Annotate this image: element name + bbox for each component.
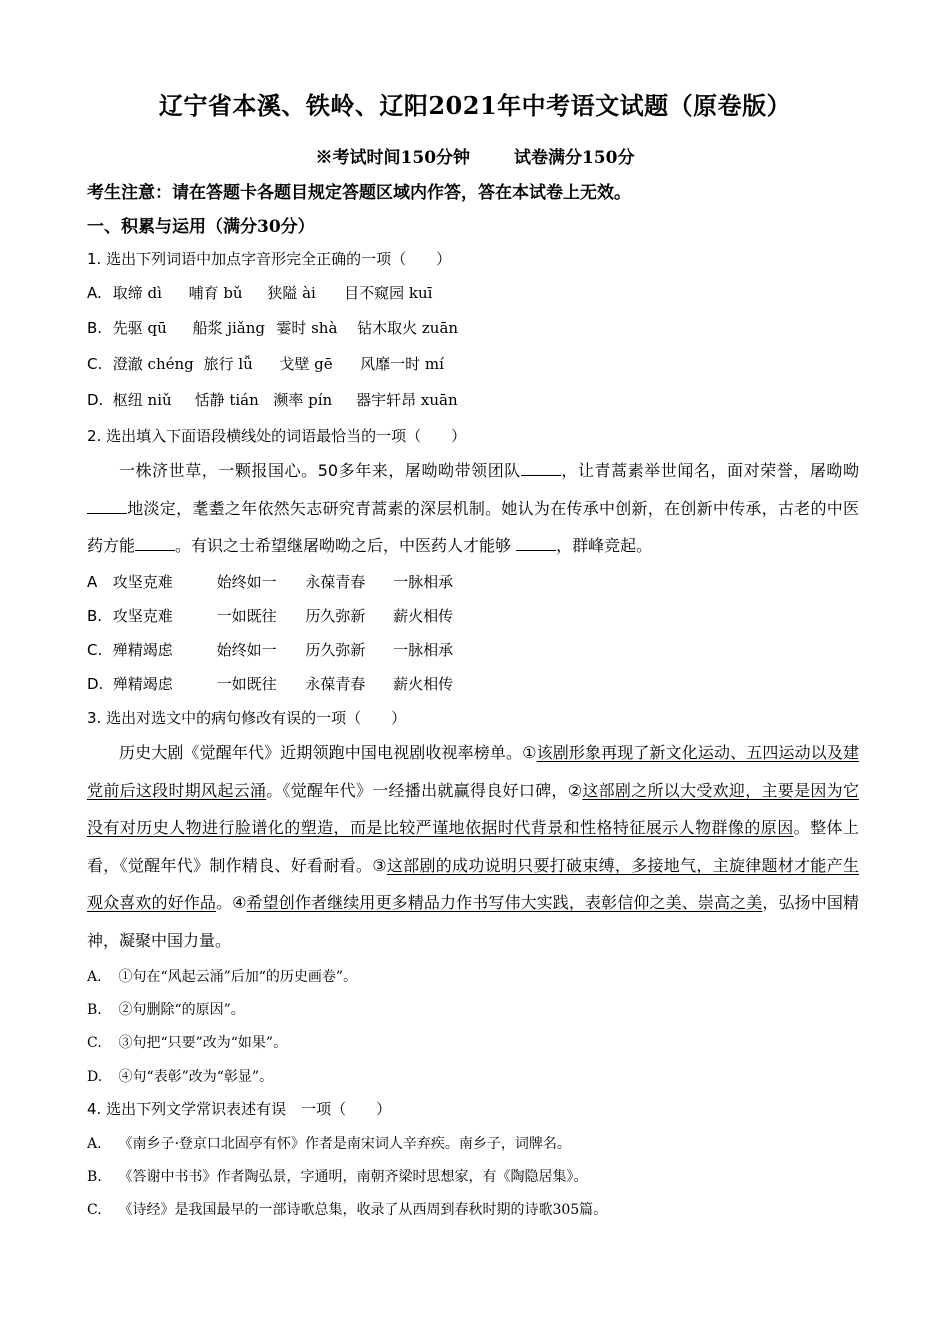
answer-blank — [521, 461, 561, 476]
option-label: A — [87, 573, 98, 591]
option-word: 攻坚克难 — [112, 607, 173, 625]
passage-text: 。④ — [215, 893, 247, 912]
option-label: B. — [87, 1002, 102, 1018]
passage-text: 。有识之士希望继屠呦呦之后，中医药人才能够 — [175, 536, 512, 555]
option-label: B. — [87, 607, 103, 625]
q1-option-a — [87, 282, 432, 303]
passage-text: ，弘扬中国精神，凝聚中国力量。 — [87, 893, 859, 950]
q3-option-c — [87, 1032, 287, 1052]
passage-text: 。《觉醒年代》一经播出就赢得良好口碑，② — [266, 780, 583, 800]
option-word: 一脉相承 — [393, 573, 454, 591]
q3-option-a — [87, 966, 357, 986]
option-word: 殚精竭虑 — [112, 675, 173, 693]
option-text: 《答谢中书书》作者陶弘景，字通明，南朝齐梁时思想家，有《陶隐居集》。 — [118, 1169, 588, 1185]
option-word: 钻木取火 zuān — [357, 319, 459, 337]
option-label: D. — [87, 675, 104, 693]
option-word: 薪火相传 — [393, 607, 454, 625]
question-number: 3. — [87, 709, 102, 727]
option-label: C. — [87, 1202, 102, 1218]
option-word: 历久弥新 — [305, 641, 366, 659]
option-word: 枢纽 niǔ — [112, 391, 172, 409]
exam-info — [0, 143, 950, 168]
question-4 — [87, 1098, 391, 1119]
question-number: 2. — [87, 427, 102, 445]
option-label: D. — [87, 391, 104, 409]
option-word: 永葆青春 — [305, 675, 366, 693]
option-label: D. — [87, 1069, 103, 1085]
option-word: 先驱 qū — [112, 319, 167, 337]
option-word: 哺育 bǔ — [188, 284, 243, 302]
option-word: 澄澈 chéng — [112, 355, 194, 373]
notice: 考生注意：请在答题卡各题目规定答题区域内作答，答在本试卷上无效。 — [87, 183, 631, 203]
passage-text: 历史大剧《觉醒年代》近期领跑中国电视剧收视率榜单。① — [119, 743, 537, 762]
q3-option-b — [87, 999, 245, 1019]
option-word: 殚精竭虑 — [112, 641, 173, 659]
question-2 — [87, 425, 466, 446]
option-word: 攻坚克难 — [112, 573, 173, 591]
q4-option-b — [87, 1166, 587, 1186]
option-word: 狭隘 ài — [267, 284, 316, 302]
option-word: 器宇轩昂 xuān — [356, 391, 458, 409]
q3-option-d — [87, 1066, 273, 1086]
option-word: 恬静 tián — [194, 391, 259, 409]
option-word: 始终如一 — [216, 573, 277, 591]
option-word: 霎时 shà — [276, 319, 338, 337]
option-word: 戈壁 gē — [279, 355, 333, 373]
q2-option-d — [87, 673, 453, 694]
underlined-sentence-4: 希望创作者继续用更多精品力作书写伟大实践，表彰信仰之美、崇高之美 — [246, 893, 763, 912]
underlined-sentence-3: 这部剧的成功说明只要打破束缚，多接地气，主旋律题材才能产生观众喜欢的好作品 — [87, 855, 859, 912]
option-label: C. — [87, 355, 103, 373]
underlined-sentence-1: 该剧形象再现了新文化运动、五四运动以及建党前后这段时期风起云涌 — [87, 743, 859, 800]
q2-option-b — [87, 605, 453, 626]
page-title: 辽宁省本溪、铁岭、辽阳2021年中考语文试题（原卷版） — [158, 91, 792, 120]
option-text: ④句“表彰”改为“彰显”。 — [118, 1069, 274, 1085]
answer-blank — [135, 536, 175, 551]
option-label: C. — [87, 641, 103, 659]
q1-option-c — [87, 353, 444, 374]
option-word: 船浆 jiǎng — [192, 319, 265, 337]
option-word: 濒率 pín — [273, 391, 333, 409]
q1-option-d — [87, 389, 458, 410]
full-score: 试卷满分150分 — [513, 148, 635, 168]
option-text: 《南乡子·登京口北固亭有怀》作者是南宋词人辛弃疾。南乡子，词牌名。 — [118, 1136, 571, 1152]
option-word: 旅行 lǚ — [203, 355, 253, 373]
passage-text: ，让青蒿素举世闻名，面对荣誉，屠呦呦 — [560, 461, 859, 480]
option-label: A. — [87, 284, 102, 302]
question-1 — [87, 248, 451, 269]
option-text: 《诗经》是我国最早的一部诗歌总集，收录了从西周到春秋时期的诗歌305篇。 — [118, 1202, 608, 1218]
q1-option-b — [87, 317, 458, 338]
option-word: 一脉相承 — [393, 641, 454, 659]
q3-passage — [87, 734, 859, 959]
underlined-sentence-2: 这部剧之所以大受欢迎，主要是因为它没有对历史人物进行脸谱化的塑造，而是比较严谨地依据时代背景和性格特征展示人物群像的原因 — [87, 780, 859, 837]
option-label: B. — [87, 1169, 102, 1185]
option-text: ②句删除“的原因”。 — [118, 1002, 245, 1018]
q2-option-c — [87, 639, 453, 660]
option-word: 历久弥新 — [305, 607, 366, 625]
q2-option-a — [87, 571, 453, 592]
question-stem: 选出对选文中的病句修改有误的一项（ ） — [106, 709, 407, 727]
section-heading: 一、积累与运用（满分30分） — [87, 217, 315, 237]
option-word: 取缔 dì — [112, 284, 162, 302]
option-word: 一如既往 — [216, 607, 277, 625]
option-label: A. — [87, 1136, 102, 1152]
answer-blank — [87, 499, 127, 514]
q4-option-c — [87, 1199, 607, 1219]
question-stem: 选出下列词语中加点字音形完全正确的一项（ ） — [106, 250, 452, 268]
option-label: B. — [87, 319, 103, 337]
passage-text: 。整体上看，《觉醒年代》制作精良、好看耐看。③ — [87, 818, 859, 875]
option-word: 永葆青春 — [305, 573, 366, 591]
option-text: ③句把“只要”改为“如果”。 — [118, 1035, 288, 1051]
option-text: ①句在“风起云涌”后加“的历史画卷”。 — [118, 969, 358, 985]
answer-blank — [516, 536, 556, 551]
option-label: A. — [87, 969, 102, 985]
question-number: 4. — [87, 1100, 102, 1118]
option-word: 风靡一时 mí — [360, 355, 444, 373]
option-word: 目不窥园 kuī — [344, 284, 433, 302]
question-stem: 选出下列文学常识表述有误 一项（ ） — [106, 1100, 392, 1118]
option-word: 始终如一 — [216, 641, 277, 659]
option-word: 一如既往 — [216, 675, 277, 693]
passage-text: 地淡定，耄耋之年依然矢志研究青蒿素的深层机制。她认为在传承中创新，在创新中传承，古老的中医药方能 — [87, 498, 859, 555]
q4-option-a — [87, 1133, 571, 1153]
question-stem: 选出填入下面语段横线处的词语最恰当的一项（ ） — [106, 427, 467, 445]
question-3 — [87, 707, 406, 728]
question-number: 1. — [87, 250, 102, 268]
option-label: C. — [87, 1035, 102, 1051]
option-word: 薪火相传 — [393, 675, 454, 693]
q2-passage — [87, 452, 859, 565]
exam-time: ※考试时间150分钟 — [315, 148, 471, 168]
passage-text: 一株济世草，一颗报国心。50多年来，屠呦呦带领团队 — [119, 461, 521, 480]
passage-text: ，群峰竞起。 — [556, 536, 653, 555]
